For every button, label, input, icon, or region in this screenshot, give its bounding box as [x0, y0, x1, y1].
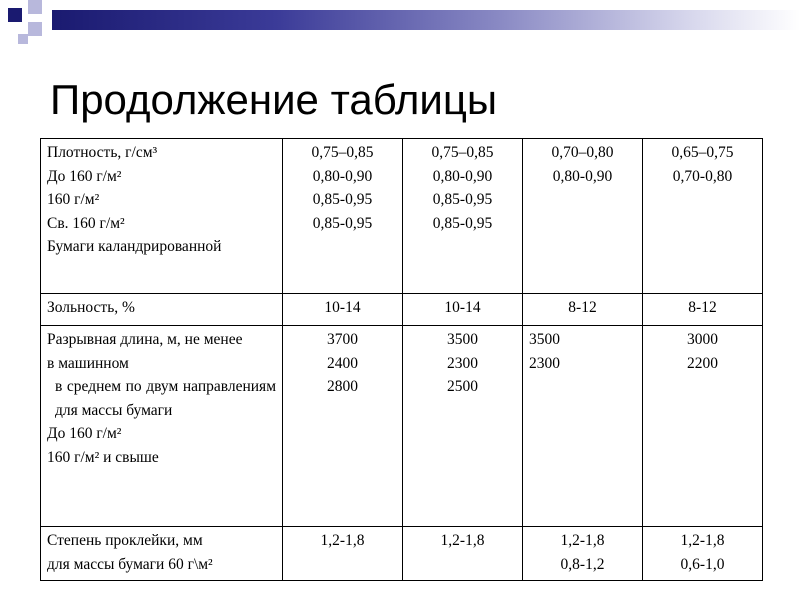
decor-square [28, 0, 42, 14]
label-line: Степень проклейки, мм [47, 532, 203, 549]
value-line: 0,85-0,95 [312, 191, 373, 208]
row-label [41, 326, 283, 527]
value-cell [403, 326, 523, 527]
value-line: 8-12 [688, 299, 717, 316]
label-line: для массы бумаги 60 г\м² [47, 555, 213, 573]
value-line: 0,80-0,90 [552, 167, 613, 185]
value-line: 8-12 [568, 299, 597, 316]
row-label [41, 527, 283, 581]
value-cell [523, 294, 643, 326]
title-decoration [0, 0, 800, 46]
value-line: 0,75–0,85 [311, 144, 374, 161]
properties-table [40, 138, 763, 581]
value-cell [643, 326, 763, 527]
value-line: 0,6-1,0 [680, 555, 725, 573]
value-line: 2300 [529, 354, 560, 372]
value-line: 0,80-0,90 [312, 167, 373, 185]
value-cell [283, 326, 403, 527]
value-line: 0,70–0,80 [551, 144, 614, 161]
row-label [41, 139, 283, 294]
label-line: Бумаги каландрированной [47, 238, 222, 255]
table-row [41, 326, 763, 527]
value-line: 3700 [327, 331, 358, 348]
label-line: Разрывная длина, м, не менее [47, 331, 243, 348]
value-line: 3000 [687, 331, 718, 348]
value-cell [283, 139, 403, 294]
table-row [41, 139, 763, 294]
value-line: 0,85-0,95 [432, 191, 493, 208]
value-line: 1,2-1,8 [320, 532, 365, 549]
decor-square [18, 34, 28, 44]
label-line: Плотность, г/см³ [47, 144, 158, 161]
value-line: 3500 [529, 331, 560, 348]
decor-square [28, 22, 42, 36]
value-line: 0,8-1,2 [560, 555, 605, 573]
value-line: 1,2-1,8 [560, 532, 605, 549]
value-line: 10-14 [444, 299, 481, 316]
label-line: До 160 г/м² [47, 167, 122, 185]
label-line: в машинном [47, 354, 129, 372]
value-line: 0,85-0,95 [432, 214, 493, 232]
value-cell [643, 294, 763, 326]
value-line: 0,80-0,90 [432, 167, 493, 185]
decor-square [8, 8, 22, 22]
value-line: 2400 [327, 354, 358, 372]
label-line: Зольность, % [47, 299, 135, 316]
value-cell [643, 527, 763, 581]
value-cell [403, 294, 523, 326]
value-line: 2300 [447, 354, 478, 372]
value-cell [643, 139, 763, 294]
row-label [41, 294, 283, 326]
value-cell [283, 294, 403, 326]
header-gradient-bar [52, 10, 800, 30]
label-line: в среднем по двум направлениям для массы бумаги [55, 378, 276, 419]
value-line: 0,70-0,80 [672, 167, 733, 185]
value-line: 2500 [447, 378, 478, 395]
value-line: 3500 [447, 331, 478, 348]
table-row [41, 527, 763, 581]
table-row [41, 294, 763, 326]
label-line: До 160 г/м² [47, 425, 122, 442]
page-title: Продолжение таблицы [50, 76, 498, 123]
value-line: 2800 [327, 378, 358, 395]
value-line: 2200 [687, 354, 718, 372]
value-line: 0,65–0,75 [671, 144, 734, 161]
value-cell [523, 139, 643, 294]
value-line: 10-14 [324, 299, 361, 316]
value-cell [403, 527, 523, 581]
label-line: Св. 160 г/м² [47, 214, 125, 232]
label-line: 160 г/м² и свыше [47, 448, 159, 466]
value-line: 0,75–0,85 [431, 144, 494, 161]
value-cell [403, 139, 523, 294]
value-line: 0,85-0,95 [312, 214, 373, 232]
value-cell [523, 326, 643, 527]
label-line: 160 г/м² [47, 191, 100, 208]
value-line: 1,2-1,8 [680, 532, 725, 549]
value-cell [283, 527, 403, 581]
value-cell [523, 527, 643, 581]
value-line: 1,2-1,8 [440, 532, 485, 549]
